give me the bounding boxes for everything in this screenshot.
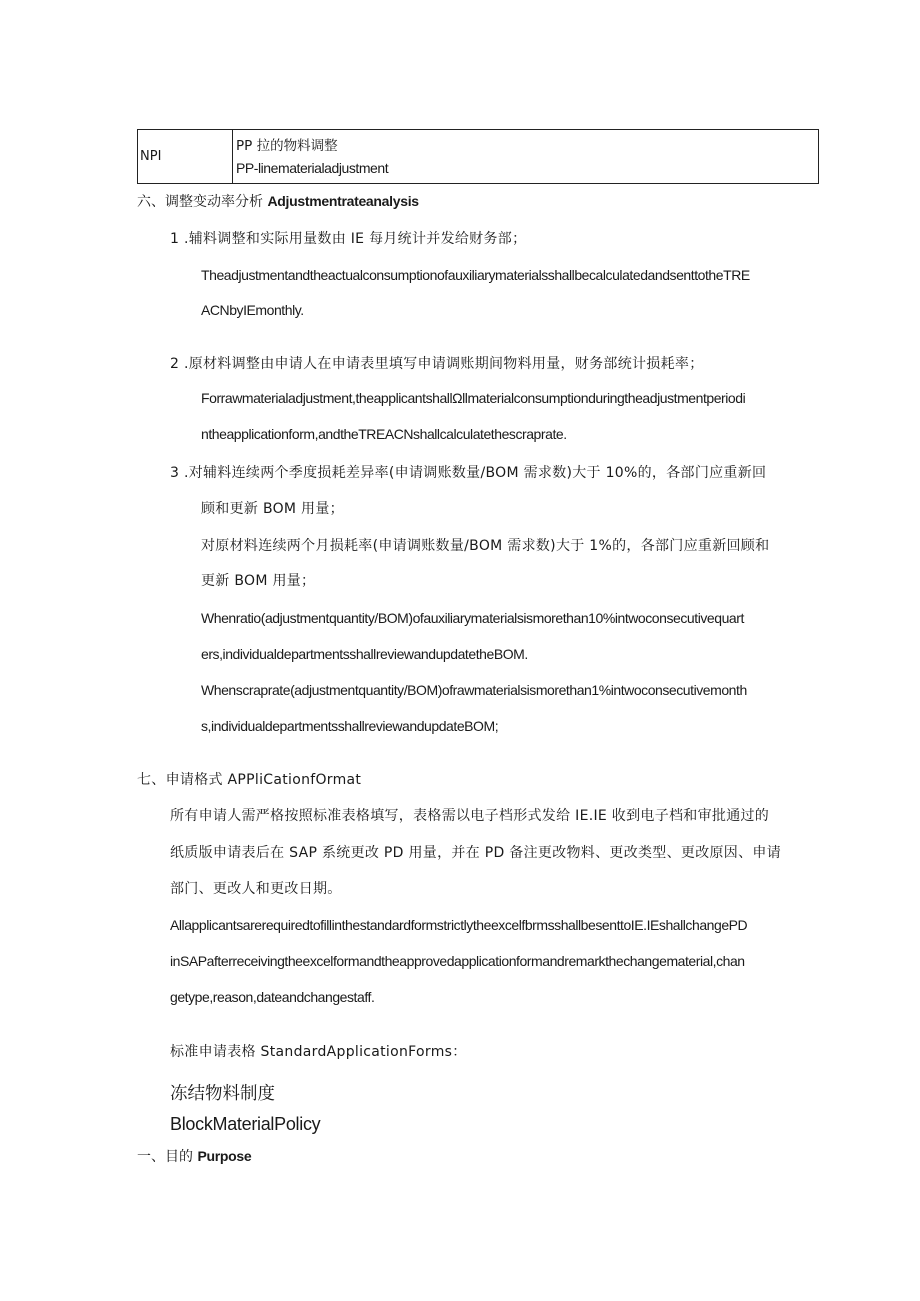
item-1-cn: 1 .辅料调整和实际用量数由 IE 每月统计并发给财务部； (170, 231, 527, 247)
section-7-heading: 七、申请格式 APPliCationfOrmat (137, 772, 362, 788)
item-3-en-line4: s,individualdepartmentsshallreviewandupdateBOM; (201, 718, 499, 734)
section-7-cn-line1: 所有申请人需严格按照标准表格填写，表格需以电子档形式发给 IE.IE 收到电子档和审批通过的 (170, 808, 770, 824)
table-cell-line-cn: PP 拉的物料调整 (236, 137, 338, 154)
item-1-en-line1: TheadjustmentandtheactualconsumptionofauxiliarymaterialsshallbecalculatedandsenttotheTRE (201, 267, 750, 283)
section-1-number: 一、目的 (137, 1149, 193, 1165)
item-3-en-line1: Whenratio(adjustmentquantity/BOM)ofauxiliarymaterialsismorethan10%intwoconsecutivequart (201, 610, 744, 626)
item-3-en-line3: Whenscraprate(adjustmentquantity/BOM)ofrawmaterialsismorethan1%intwoconsecutivemonth (201, 682, 747, 698)
standard-forms-label: 标准申请表格 StandardApplicationForms： (170, 1044, 467, 1060)
item-2-cn: 2 .原材料调整由申请人在申请表里填写申请调账期间物料用量，财务部统计损耗率； (170, 356, 704, 372)
item-3-cn-line3: 对原材料连续两个月损耗率(申请调账数量/BOM 需求数)大于 1%的，各部门应重新回顾和 (201, 538, 770, 554)
section-1-title: Purpose (197, 1148, 252, 1164)
policy-title-cn: 冻结物料制度 (170, 1084, 275, 1104)
item-3-cn-line1: 3 .对辅料连续两个季度损耗差异率(申请调账数量/BOM 需求数)大于 10%的，各部门应重新回 (170, 465, 767, 481)
item-1-en-line2: ACNbyIEmonthly. (201, 302, 304, 318)
table-cell-line-en: PP-linematerialadjustment (236, 159, 389, 176)
section-6-number: 六、调整变动率分析 (137, 194, 263, 210)
policy-title-en: BlockMaterialPolicy (170, 1114, 321, 1134)
item-3-en-line2: ers,individualdepartmentsshallreviewandupdatetheBOM. (201, 646, 528, 662)
table-cell-npi: NPI (138, 130, 233, 184)
item-2-en-line2: ntheapplicationform,andtheTREACNshallcalculatethescraprate. (201, 426, 567, 442)
section-7-en-line1: AllapplicantsarerequiredtofillinthestandardformstrictlytheexcelfbrmsshallbesenttoIE.IEshallchangePD (170, 917, 748, 933)
section-7-en-line2: inSAPafterreceivingtheexcelformandtheapprovedapplicationformandremarkthechangematerial,chan (170, 953, 745, 969)
section-7-cn-line2: 纸质版申请表后在 SAP 系统更改 PD 用量，并在 PD 备注更改物料、更改类型、更改原因、申请 (170, 845, 782, 861)
item-3-cn-line4: 更新 BOM 用量； (201, 573, 316, 589)
section-7-en-line3: getype,reason,dateandchangestaff. (170, 989, 375, 1005)
section-7-cn-line3: 部门、更改人和更改日期。 (170, 881, 342, 897)
table-cell-pp-adjustment (233, 130, 819, 184)
item-2-en-line1: Forrawmaterialadjustment,theapplicantshallΩllmaterialconsumptionduringtheadjustmentperiodi (201, 390, 746, 406)
npi-table (137, 129, 819, 184)
section-1-heading (137, 1146, 251, 1166)
item-3-cn-line2: 顾和更新 BOM 用量； (201, 501, 344, 517)
section-6-heading (137, 191, 419, 211)
section-6-title: Adjustmentrateanalysis (267, 193, 419, 209)
